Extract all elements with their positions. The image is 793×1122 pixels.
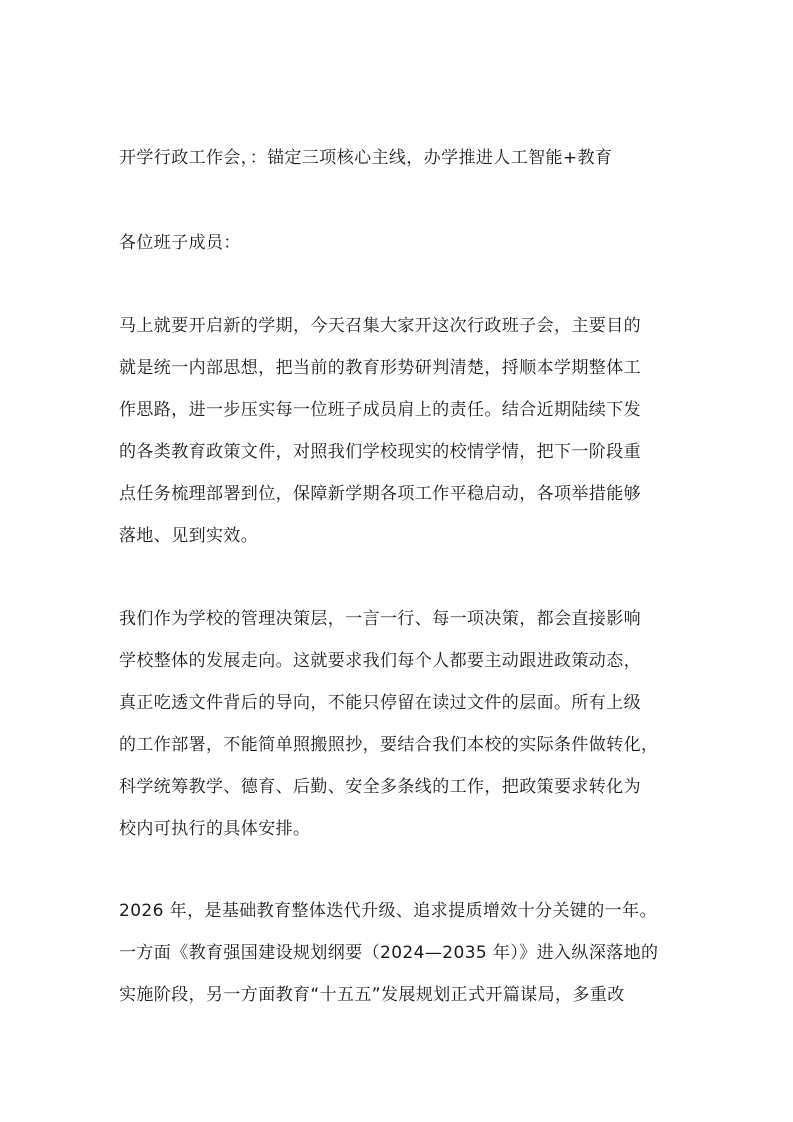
paragraph-line: 2026 年，是基础教育整体迭代升级、追求提质增效十分关键的一年。 xyxy=(119,901,657,921)
paragraph-line: 落地、见到实效。 xyxy=(119,526,259,546)
paragraph-line: 科学统筹教学、德育、后勤、安全多条线的工作，把政策要求转化为 xyxy=(119,777,641,797)
paragraph-line: 实施阶段，另一方面教育“十五五”发展规划正式开篇谋局，多重改 xyxy=(119,985,625,1005)
paragraph-line: 一方面《教育强国建设规划纲要（2024—2035 年）》进入纵深落地的 xyxy=(119,943,659,963)
paragraph-line: 我们作为学校的管理决策层，一言一行、每一项决策，都会直接影响 xyxy=(119,609,641,629)
paragraph-line: 马上就要开启新的学期，今天召集大家开这次行政班子会，主要目的 xyxy=(119,316,641,336)
paragraph-line: 就是统一内部思想，把当前的教育形势研判清楚，捋顺本学期整体工 xyxy=(119,358,641,378)
paragraph-line: 真正吃透文件背后的导向，不能只停留在读过文件的层面。所有上级 xyxy=(119,693,641,713)
salutation: 各位班子成员： xyxy=(119,233,241,253)
document-title: 开学行政工作会，：锚定三项核心主线，办学推进人工智能+教育 xyxy=(119,148,613,168)
paragraph-line: 的工作部署，不能简单照搬照抄，要结合我们本校的实际条件做转化， xyxy=(119,735,659,755)
paragraph-line: 校内可执行的具体安排。 xyxy=(119,819,311,839)
paragraph-line: 学校整体的发展走向。这就要求我们每个人都要主动跟进政策动态， xyxy=(119,651,641,671)
paragraph-line: 的各类教育政策文件，对照我们学校现实的校情学情，把下一阶段重 xyxy=(119,442,641,462)
paragraph-line: 作思路，进一步压实每一位班子成员肩上的责任。结合近期陆续下发 xyxy=(119,400,641,420)
paragraph-line: 点任务梳理部署到位，保障新学期各项工作平稳启动，各项举措能够 xyxy=(119,484,641,504)
